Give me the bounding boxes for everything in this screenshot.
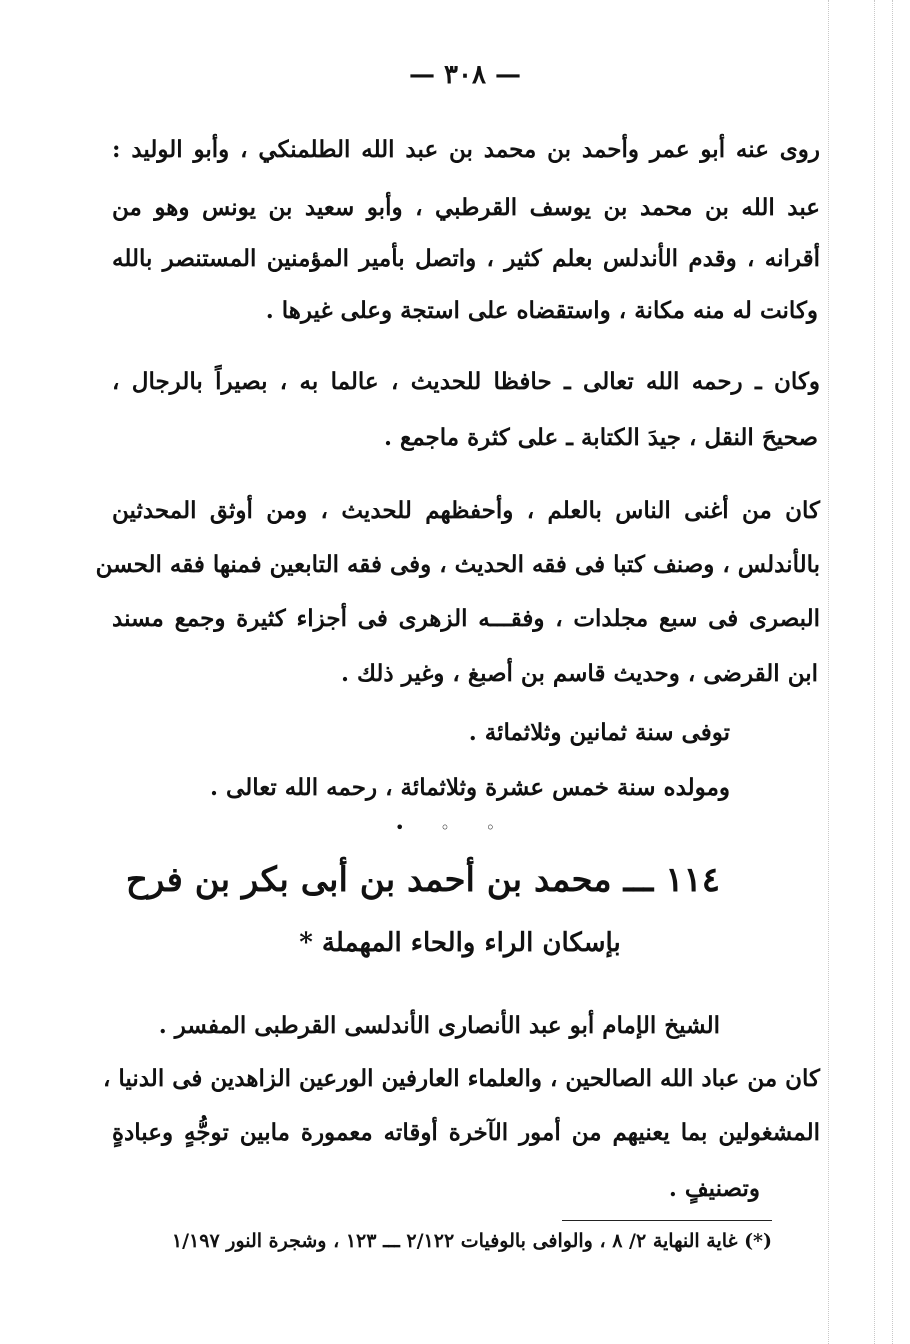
footnote-divider [562, 1220, 772, 1221]
paragraph-3-line: كان من أغنى الناس بالعلم ، وأحفظهم للحديث ، ومن أوثق المحدثين [112, 497, 820, 524]
paragraph-1-line: أقرانه ، وقدم الأندلس بعلم كثير ، واتصل بأمير المؤمنين المستنصر بالله [112, 245, 820, 272]
separator-dot: ◦ [440, 818, 450, 837]
entry-subheading: بإسكان الراء والحاء المهملة * [299, 928, 621, 958]
scan-artifact-line [828, 0, 829, 1344]
separator-dots [395, 818, 495, 837]
separator-dot: • [395, 818, 405, 837]
entry-heading: ١١٤ ـــ محمد بن أحمد بن أبى بكر بن فرح [125, 860, 720, 900]
scan-artifact-line [874, 0, 875, 1344]
paragraph-5-line: المشغولين بما يعنيهم من أمور الآخرة أوقاته معمورة مابين توجُّهٍ وعبادةٍ [112, 1119, 820, 1146]
paragraph-3-line: ابن القرضى ، وحديث قاسم بن أصبغ ، وغير ذلك . [340, 660, 818, 687]
paragraph-1-line: روى عنه أبو عمر وأحمد بن محمد بن عبد الله الطلمنكي ، وأبو الوليد : [112, 136, 820, 163]
separator-dot: ◦ [485, 818, 495, 837]
paragraph-1-line: عبد الله بن محمد بن يوسف القرطبي ، وأبو سعيد بن يونس وهو من [112, 194, 820, 221]
paragraph-5-line: كان من عباد الله الصالحين ، والعلماء العارفين الورعين الزاهدين فى الدنيا ، [102, 1065, 820, 1092]
death-line: توفى سنة ثمانين وثلاثمائة . [468, 719, 730, 746]
paragraph-2-line: وكان ـ رحمه الله تعالى ـ حافظا للحديث ، عالما به ، بصيراً بالرجال ، [112, 368, 820, 395]
scan-artifact-line [892, 0, 893, 1344]
footnote: (*) غاية النهاية ٢/ ٨ ، والوافى بالوفيات ٢/١٢٢ ـــ ١٢٣ ، وشجرة النور ١/١٩٧ [171, 1230, 772, 1252]
paragraph-3-line: بالأندلس ، وصنف كتبا فى فقه الحديث ، وفى فقه التابعين فمنها فقه الحسن [95, 551, 820, 578]
paragraph-1-line: وكانت له منه مكانة ، واستقضاه على استجة وعلى غيرها . [265, 297, 818, 324]
paragraph-5-line: وتصنيفٍ . [668, 1175, 760, 1202]
page-number: — ٣٠٨ — [408, 60, 522, 90]
birth-line: ومولده سنة خمس عشرة وثلاثمائة ، رحمه الله تعالى . [210, 774, 730, 801]
paragraph-4: الشيخ الإمام أبو عبد الأنصارى الأندلسى القرطبى المفسر . [158, 1012, 720, 1039]
paragraph-2-line: صحيحَ النقل ، جيدَ الكتابة ـ على كثرة ماجمع . [383, 424, 818, 451]
paragraph-3-line: البصرى فى سبع مجلدات ، وفقـــه الزهرى فى أجزاء كثيرة وجمع مسند [112, 605, 820, 632]
